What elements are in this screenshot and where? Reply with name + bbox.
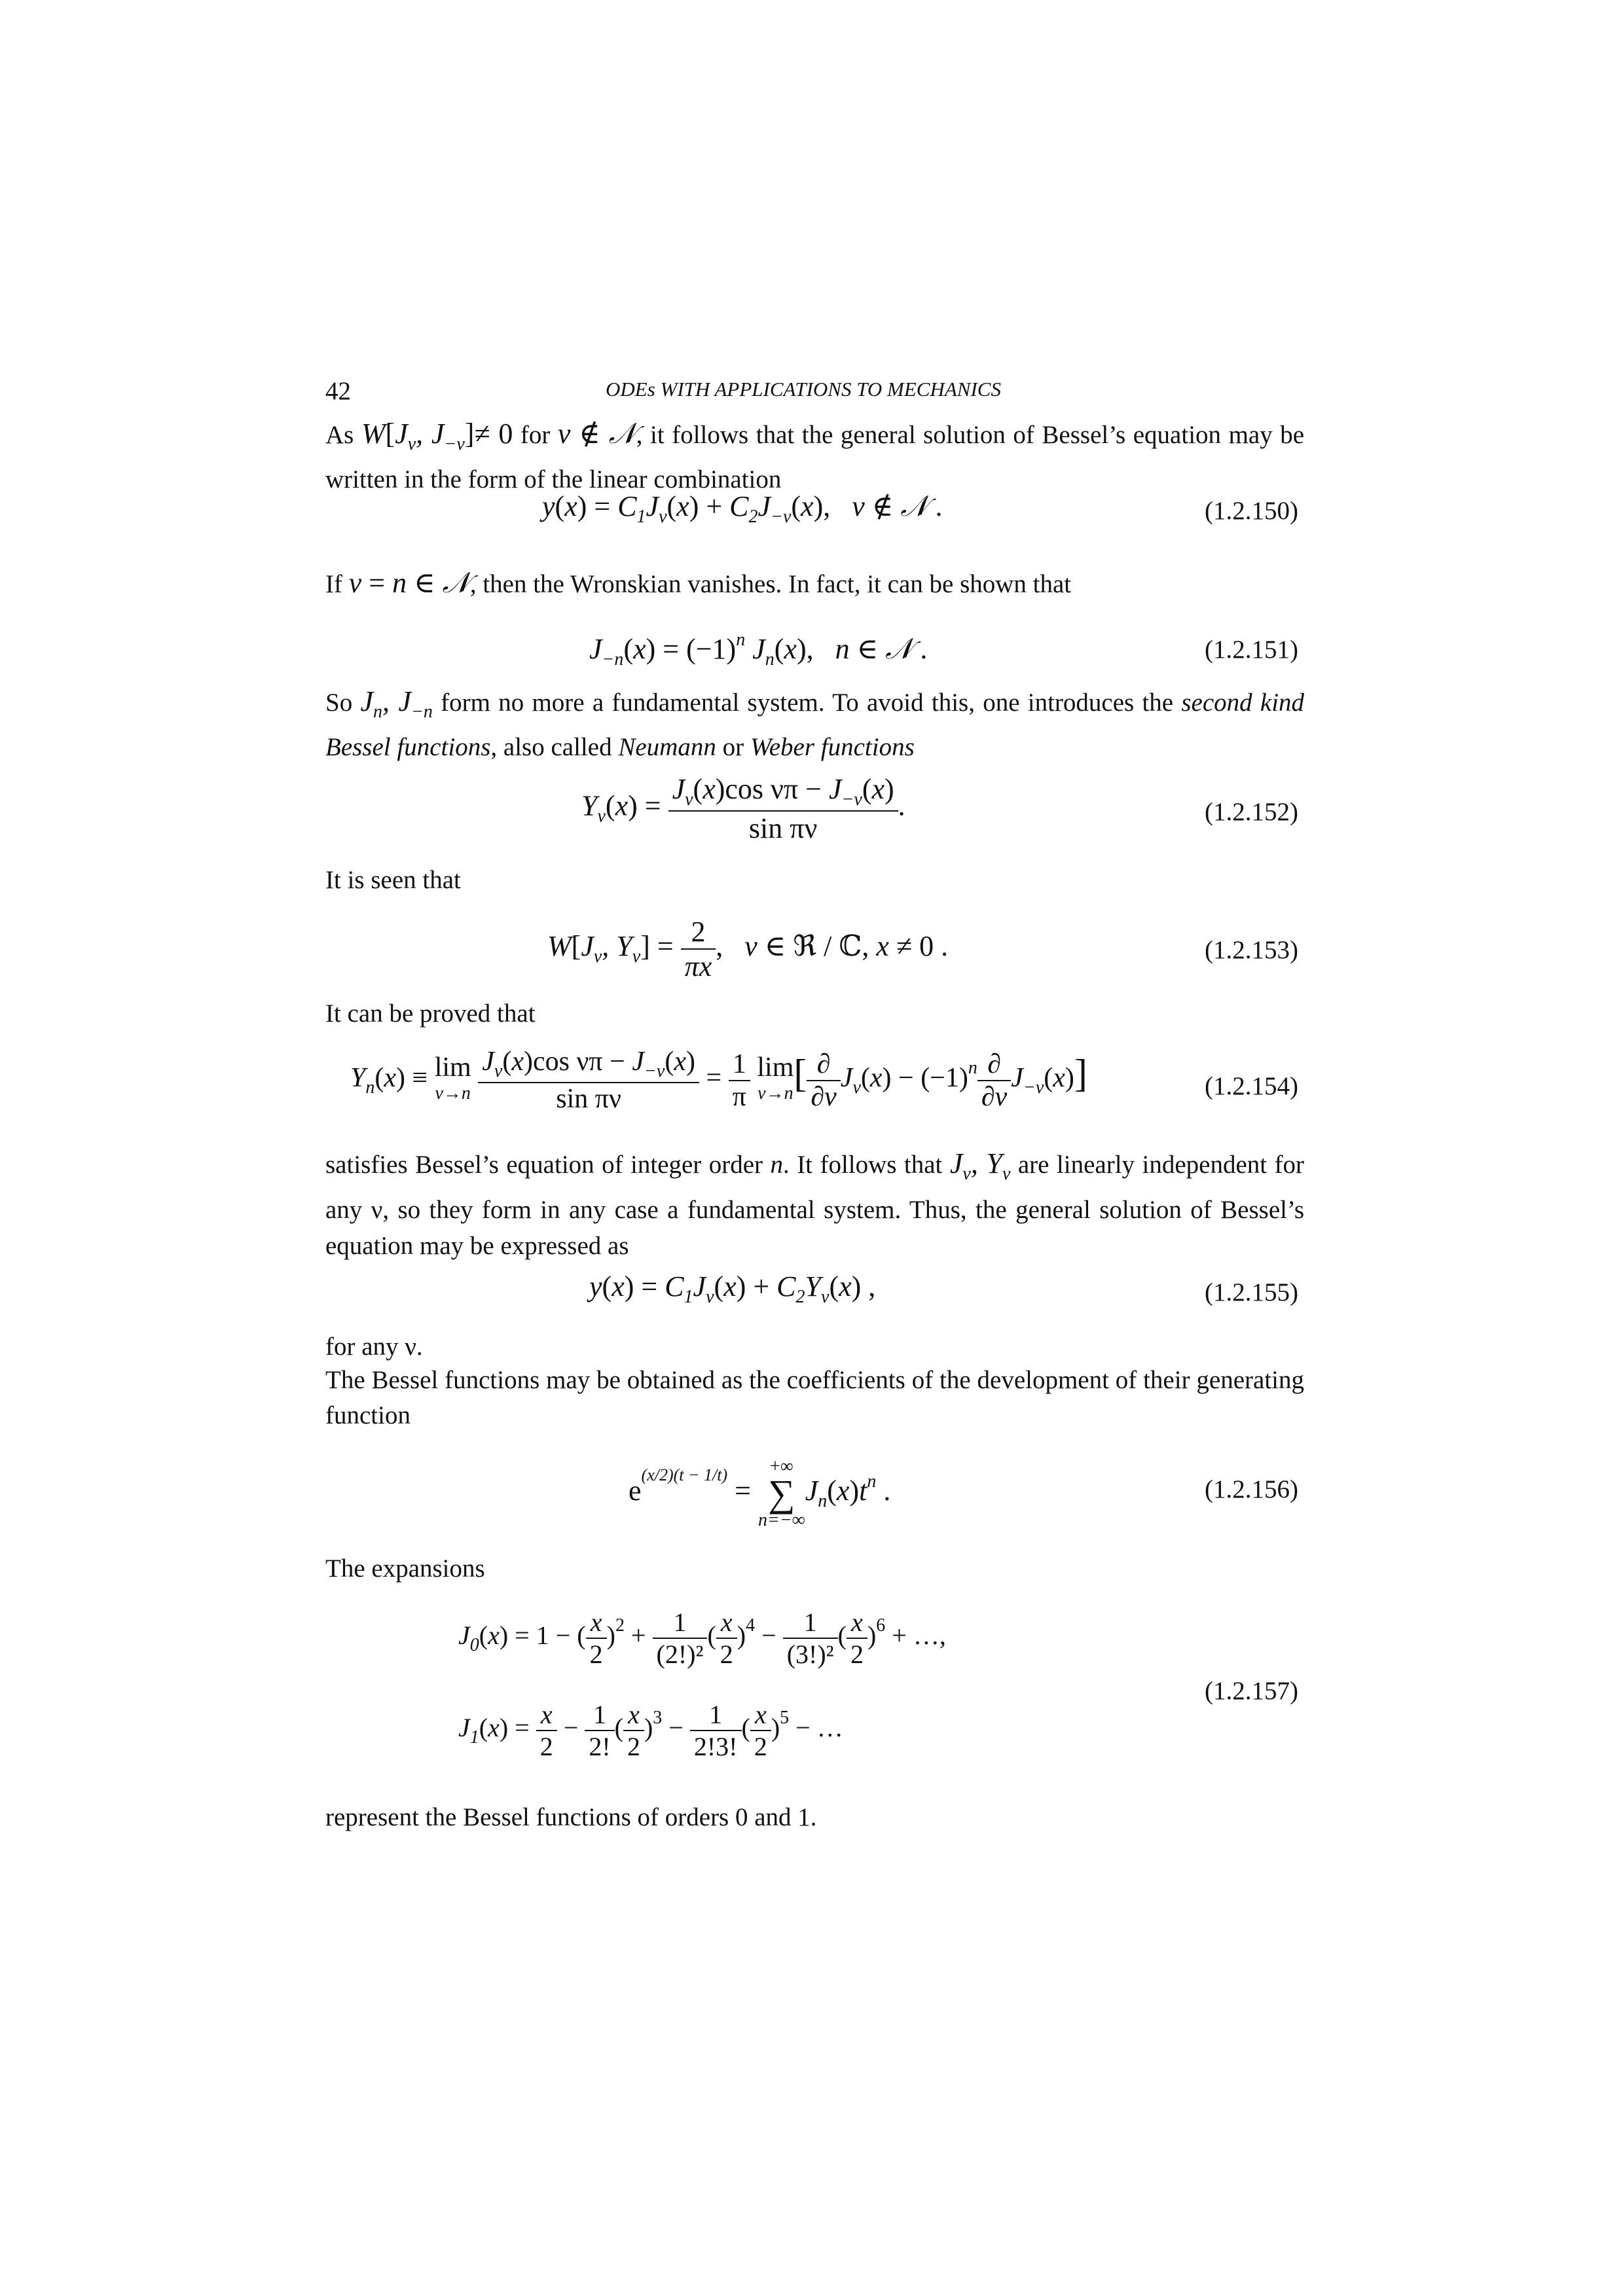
equation-155: $y(x) = C_1J_\nu(x) + C_2Y_\nu(x)$ , bbox=[589, 1270, 876, 1307]
paragraph-5: It can be proved that bbox=[325, 999, 536, 1028]
paragraph-4: It is seen that bbox=[325, 866, 461, 894]
paragraph-3: So $J_n$, $J_{-n}$ form no more a fundamental system. To avoid this, one introduces the second kind Bessel functions, also called Neumann or Weber functions bbox=[325, 685, 1305, 761]
equation-156: $e^{(x/2)(t - 1/t)}$ = +∞ ∑ n=−∞ $J_n(x)t^n$ . bbox=[629, 1456, 891, 1530]
paragraph-7: for any ν. bbox=[325, 1333, 423, 1361]
wronskian-expr: $W[J_\nu$, $J_{-\nu}]\ne 0$ bbox=[361, 418, 513, 454]
paragraph-2: If ν = n ∈ 𝒩, then the Wronskian vanishes. In fact, it can be shown that bbox=[325, 567, 1072, 599]
equation-number: (1.2.152) bbox=[1205, 798, 1298, 826]
paragraph-10: represent the Bessel functions of orders 0 and 1. bbox=[325, 1803, 817, 1831]
equation-152: $Y_\nu(x)$ = $\frac{J_\nu(x)\cos \nu\pi - J_{-\nu}(x)}{\text{sin πν}}$ . bbox=[581, 773, 905, 844]
running-title: ODEs WITH APPLICATIONS TO MECHANICS bbox=[606, 378, 1001, 401]
paragraph-8: The Bessel functions may be obtained as the coefficients of the development of their generating function bbox=[325, 1366, 1304, 1429]
equation-151: $J_{-n}(x) = (-1)^n$ $J_n(x)$, n ∈ 𝒩 . bbox=[589, 630, 928, 670]
paragraph-6: satisfies Bessel’s equation of integer order n. It follows that $J_\nu$, $Y_\nu$ are linearly independent for any ν, so they form in any case a fundamental system. Thus, the general solution of Bessel’s equation may be expressed as bbox=[325, 1147, 1305, 1260]
equation-number: (1.2.157) bbox=[1205, 1677, 1298, 1705]
page-number: 42 bbox=[325, 377, 351, 405]
equation-number: (1.2.156) bbox=[1205, 1475, 1298, 1503]
equation-157-j1: $J_1(x)$ = $\frac{x}{2}$ − $\frac{1}{2!}$ ( $\frac{x}{2}$ )$^3$ − $\frac{1}{2!3!}$ ( $\frac{x}{2}$ )$^5$ − … bbox=[458, 1700, 843, 1761]
equation-number: (1.2.150) bbox=[1205, 497, 1298, 525]
paragraph-9: The expansions bbox=[325, 1554, 485, 1583]
equation-154: $Y_n(x)$ ≡ lim ν→n $\frac{J_\nu(x)\cos \nu\pi - J_{-\nu}(x)}{\text{sin πν}}$ = $\frac{1}{\pi}$ lim ν→n [ $\frac{\partial}{\partial\nu}$ $J_\nu(x) - (-1)^n$ $\frac{\partial}{\partial\nu}$ $J_{-\nu}(x)$] bbox=[350, 1047, 1087, 1114]
equation-number: (1.2.154) bbox=[1205, 1072, 1298, 1100]
equation-153: $W[J_\nu$, $Y_\nu$] = $\frac{2}{\pi x}$ , ν ∈ ℜ / ℂ, x ≠ 0 . bbox=[547, 916, 949, 982]
equation-number: (1.2.153) bbox=[1205, 936, 1298, 964]
paragraph-1: As $W[J_\nu$, $J_{-\nu}]\ne 0$ for ν ∉ 𝒩, it follows that the general solution of Bessel’s equation may be written in the form of the linear combination bbox=[325, 418, 1305, 493]
equation-157-j0: $J_0(x) = 1$ − ( $\frac{x}{2}$ )$^2$ + $\frac{1}{\text{(2!)²}}$ ( $\frac{x}{2}$ )$^4$ − $\frac{1}{\text{(3!)²}}$ ( $\frac{x}{2}$ )$^6$ + …, bbox=[458, 1607, 946, 1669]
equation-number: (1.2.151) bbox=[1205, 636, 1298, 664]
equation-number: (1.2.155) bbox=[1205, 1278, 1298, 1306]
equation-150: $y(x) = C_1J_\nu(x) + C_2J_{-\nu}(x)$, ν ∉ 𝒩 . bbox=[542, 490, 943, 527]
